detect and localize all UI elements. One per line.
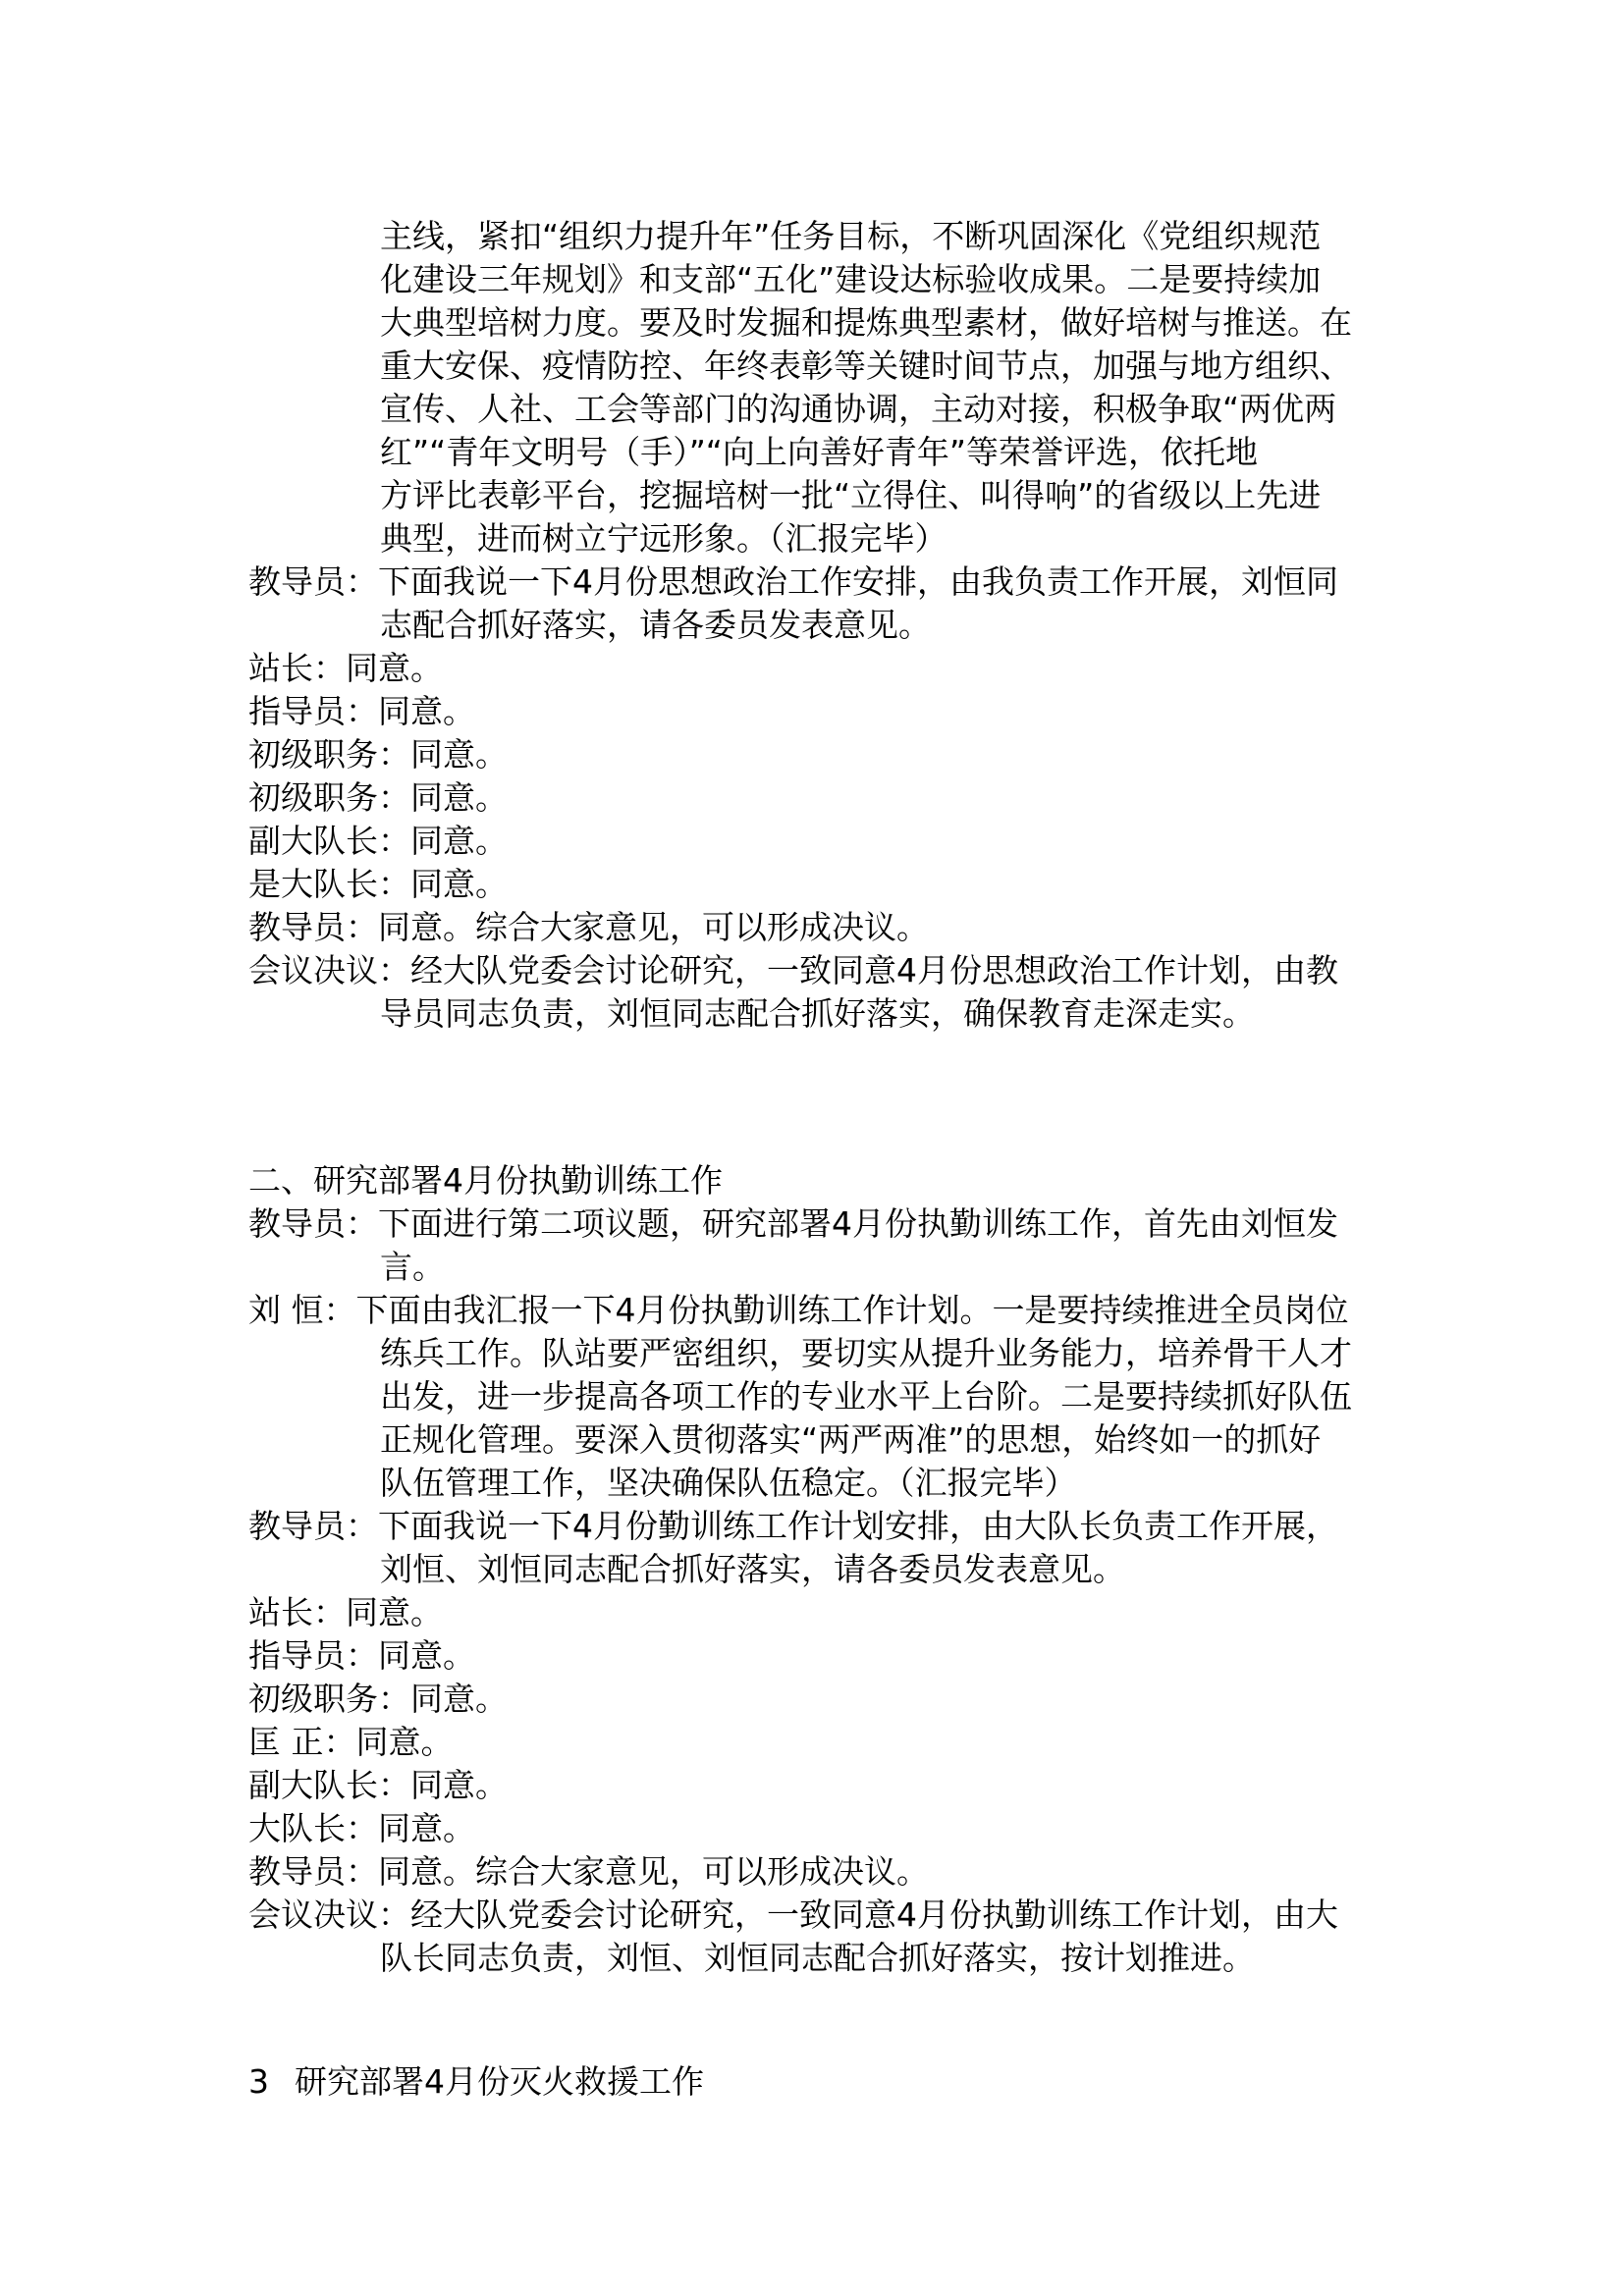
response-line: 副大队长：同意。 (248, 822, 508, 860)
text-line: 重大安保、疫情防控、年终表彰等关键时间节点，加强与地方组织、 (380, 347, 1352, 385)
text-line: 化建设三年规划》和支部“五化”建设达标验收成果。二是要持续加 (380, 260, 1322, 298)
resolution-line: 会议决议：经大队党委会讨论研究，一致同意4月份思想政治工作计划，由教 (248, 951, 1338, 989)
section-number: 3 (248, 2062, 269, 2101)
response-line: 教导员：同意。综合大家意见，可以形成决议。 (248, 1852, 929, 1891)
text-line: 出发，进一步提高各项工作的专业水平上台阶。二是要持续抓好队伍 (380, 1377, 1352, 1415)
text-line: 练兵工作。队站要严密组织，要切实从提升业务能力，培养骨干人才 (380, 1334, 1352, 1372)
text-line: 队长同志负责，刘恒、刘恒同志配合抓好落实，按计划推进。 (380, 1939, 1255, 1977)
response-line: 初级职务：同意。 (248, 1680, 508, 1718)
text-line: 大典型培树力度。要及时发掘和提炼典型素材，做好培树与推送。在 (380, 303, 1352, 342)
text-line: 队伍管理工作，坚决确保队伍稳定。（汇报完毕） (380, 1464, 1077, 1502)
text-line: 志配合抓好落实，请各委员发表意见。 (380, 606, 931, 644)
text-line: 正规化管理。要深入贯彻落实“两严两准”的思想，始终如一的抓好 (380, 1420, 1322, 1459)
speaker-line: 教导员：下面我说一下4月份勤训练工作计划安排，由大队长负责工作开展， (248, 1507, 1338, 1545)
text-line: 刘恒、刘恒同志配合抓好落实，请各委员发表意见。 (380, 1550, 1125, 1588)
speaker-line: 教导员：下面我说一下4月份思想政治工作安排，由我负责工作开展，刘恒同 (248, 562, 1338, 601)
response-line: 大队长：同意。 (248, 1809, 475, 1847)
section-heading (248, 2060, 704, 2104)
section-title: 研究部署4月份灭火救援工作 (295, 2062, 704, 2101)
response-line: 指导员：同意。 (248, 1636, 475, 1675)
resolution-line: 会议决议：经大队党委会讨论研究，一致同意4月份执勤训练工作计划，由大 (248, 1896, 1338, 1934)
section-heading: 二、研究部署4月份执勤训练工作 (248, 1161, 723, 1200)
text-line: 方评比表彰平台，挖掘培树一批“立得住、叫得响”的省级以上先进 (380, 476, 1322, 514)
response-line: 站长：同意。 (248, 1593, 443, 1631)
response-line: 初级职务：同意。 (248, 778, 508, 817)
response-line: 指导员：同意。 (248, 692, 475, 730)
text-line: 典型，进而树立宁远形象。（汇报完毕） (380, 519, 947, 558)
text-line: 红”“青年文明号（手）”“向上向善好青年”等荣誉评选，依托地 (380, 433, 1258, 471)
text-line: 宣传、人社、工会等部门的沟通协调，主动对接，积极争取“两优两 (380, 390, 1337, 428)
text-line: 主线，紧扣“组织力提升年”任务目标，不断巩固深化《党组织规范 (380, 217, 1322, 255)
response-line: 匡 正：同意。 (248, 1723, 454, 1761)
speaker-line: 教导员：下面进行第二项议题，研究部署4月份执勤训练工作，首先由刘恒发 (248, 1204, 1338, 1243)
response-line: 教导员：同意。综合大家意见，可以形成决议。 (248, 908, 929, 946)
text-line: 导员同志负责，刘恒同志配合抓好落实，确保教育走深走实。 (380, 994, 1255, 1033)
speaker-line: 刘 恒：下面由我汇报一下4月份执勤训练工作计划。一是要持续推进全员岗位 (248, 1291, 1349, 1329)
text-line: 言。 (380, 1248, 445, 1286)
response-line: 副大队长：同意。 (248, 1766, 508, 1804)
response-line: 是大队长：同意。 (248, 865, 508, 903)
response-line: 站长：同意。 (248, 649, 443, 687)
response-line: 初级职务：同意。 (248, 735, 508, 774)
